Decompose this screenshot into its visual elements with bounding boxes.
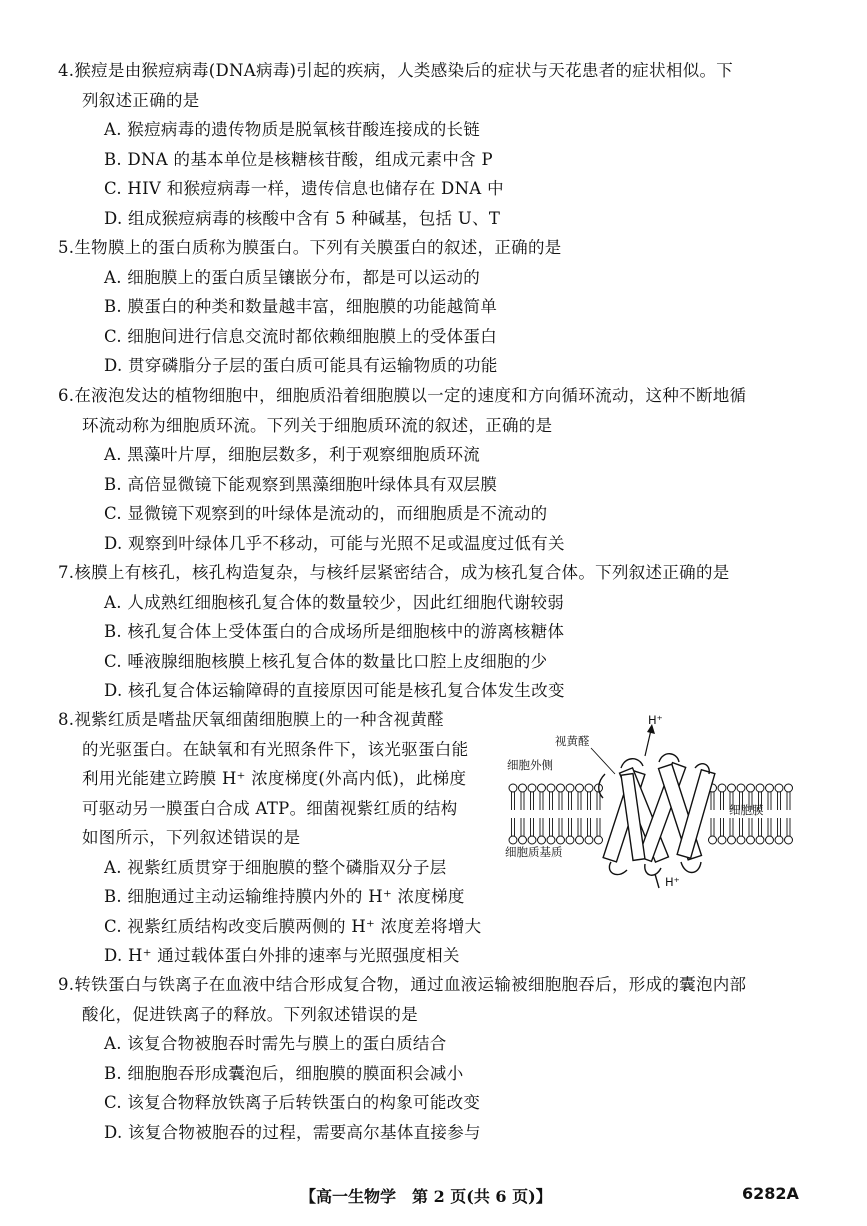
option-c: C. 显微镜下观察到的叶绿体是流动的，而细胞质是不流动的 <box>104 504 548 523</box>
phospholipid-head <box>538 836 546 844</box>
phospholipid-head <box>519 784 527 792</box>
paper-code: 6282A <box>742 1184 799 1203</box>
phospholipid-head <box>766 836 774 844</box>
stem-line: 6.在液泡发达的植物细胞中，细胞质沿着细胞膜以一定的速度和方向循环流动，这种不断地循 <box>58 386 747 405</box>
label-membrane: 细胞膜 <box>729 803 764 817</box>
phospholipid-head <box>737 836 745 844</box>
stem-line: 8.视紫红质是嗜盐厌氧细菌细胞膜上的一种含视黄醛 <box>58 710 444 729</box>
option-c: C. 唾液腺细胞核膜上核孔复合体的数量比口腔上皮细胞的少 <box>104 651 548 671</box>
option-d: D. H⁺ 通过载体蛋白外排的速率与光照强度相关 <box>104 946 460 965</box>
option-b: B. 核孔复合体上受体蛋白的合成场所是细胞核中的游离核糖体 <box>104 622 565 641</box>
phospholipid-head <box>547 836 555 844</box>
option-c: C. 细胞间进行信息交流时都依赖细胞膜上的受体蛋白 <box>104 326 498 346</box>
question-stem: 7.核膜上有核孔，核孔构造复杂，与核纤层紧密结合，成为核孔复合体。下列叙述正确的是 <box>58 563 730 582</box>
question-stem <box>58 970 818 1029</box>
option-b: B. 细胞胞吞形成囊泡后，细胞膜的膜面积会减小 <box>104 1063 464 1083</box>
phospholipid-head <box>566 836 574 844</box>
option-a: A. 人成熟红细胞核孔复合体的数量较少，因此红细胞代谢较弱 <box>104 592 565 612</box>
phospholipid-head <box>709 836 717 844</box>
question-9 <box>58 970 818 1147</box>
option-c: C. HIV 和猴痘病毒一样，遗传信息也储存在 DNA 中 <box>104 179 504 198</box>
label-h-top: H⁺ <box>648 713 663 727</box>
phospholipid-head <box>585 784 593 792</box>
phospholipid-head <box>718 836 726 844</box>
phospholipid-head <box>509 836 517 844</box>
stem-line: 可驱动另一膜蛋白合成 ATP。细菌视紫红质的结构 <box>82 798 458 818</box>
stem-line: 如图所示，下列叙述错误的是 <box>82 828 301 847</box>
phospholipid-head <box>785 784 793 792</box>
label-retinal: 视黄醛 <box>555 734 590 748</box>
phospholipid-head <box>756 784 764 792</box>
stem-line: 4.猴痘是由猴痘病毒(DNA病毒)引起的疾病，人类感染后的症状与天花患者的症状相似。下 <box>58 61 734 80</box>
phospholipid-head <box>528 784 536 792</box>
question-7 <box>58 558 818 706</box>
stem-line: 环流动称为细胞质环流。下列关于细胞质环流的叙述，正确的是 <box>82 415 553 435</box>
label-outside: 细胞外侧 <box>507 758 553 772</box>
leader-line <box>591 748 615 774</box>
phospholipid-head <box>747 836 755 844</box>
phospholipid-head <box>576 784 584 792</box>
stem-line: 列叙述正确的是 <box>82 90 200 110</box>
question-stem <box>58 381 818 440</box>
option-d: D. 组成猴痘病毒的核酸中含有 5 种碱基，包括 U、T <box>104 208 501 228</box>
phospholipid-head <box>728 784 736 792</box>
phospholipid-head <box>766 784 774 792</box>
bacteriorhodopsin-diagram <box>505 712 795 892</box>
option-b: B. 细胞通过主动运输维持膜内外的 H⁺ 浓度梯度 <box>104 887 465 906</box>
question-stem <box>58 56 818 115</box>
phospholipid-head <box>576 836 584 844</box>
phospholipid-head <box>728 836 736 844</box>
stem-line: 利用光能建立跨膜 H⁺ 浓度梯度(外高内低)，此梯度 <box>82 769 467 788</box>
phospholipid-head <box>718 784 726 792</box>
page-footer: 【高一生物学 第 2 页(共 6 页)】 <box>300 1187 552 1206</box>
question-6 <box>58 381 818 558</box>
option-d: D. 观察到叶绿体几乎不移动，可能与光照不足或温度过低有关 <box>104 533 565 553</box>
phospholipid-head <box>747 784 755 792</box>
phospholipid-head <box>775 784 783 792</box>
label-matrix: 细胞质基质 <box>505 845 563 859</box>
stem-line: 9.转铁蛋白与铁离子在血液中结合形成复合物，通过血液运输被细胞胞吞后，形成的囊泡内部 <box>58 975 747 994</box>
phospholipid-head <box>756 836 764 844</box>
question-4 <box>58 56 818 233</box>
question-5 <box>58 233 818 381</box>
phospholipid-head <box>737 784 745 792</box>
phospholipid-head <box>595 836 603 844</box>
phospholipid-head <box>585 836 593 844</box>
stem-line: 的光驱蛋白。在缺氧和有光照条件下，该光驱蛋白能 <box>82 739 469 759</box>
option-b: B. DNA 的基本单位是核糖核苷酸，组成元素中含 P <box>104 149 493 169</box>
phospholipid-head <box>519 836 527 844</box>
option-a: A. 视紫红质贯穿于细胞膜的整个磷脂双分子层 <box>104 857 447 877</box>
option-a: A. 该复合物被胞吞时需先与膜上的蛋白质结合 <box>104 1034 447 1053</box>
option-a: A. 细胞膜上的蛋白质呈镶嵌分布，都是可以运动的 <box>104 267 481 287</box>
option-c: C. 该复合物释放铁离子后转铁蛋白的构象可能改变 <box>104 1093 481 1112</box>
phospholipid-head <box>785 836 793 844</box>
option-d: D. 贯穿磷脂分子层的蛋白质可能具有运输物质的功能 <box>104 356 498 375</box>
phospholipid-head <box>547 784 555 792</box>
option-d: D. 该复合物被胞吞的过程，需要高尔基体直接参与 <box>104 1122 481 1142</box>
option-d: D. 核孔复合体运输障碍的直接原因可能是核孔复合体发生改变 <box>104 681 565 700</box>
question-stem <box>58 705 518 853</box>
option-b: B. 膜蛋白的种类和数量越丰富，细胞膜的功能越简单 <box>104 297 498 316</box>
phospholipid-head <box>538 784 546 792</box>
phospholipid-head <box>775 836 783 844</box>
option-b: B. 高倍显微镜下能观察到黑藻细胞叶绿体具有双层膜 <box>104 474 498 494</box>
protein-helices <box>599 754 715 888</box>
stem-line: 酸化，促进铁离子的释放。下列叙述错误的是 <box>82 1004 418 1024</box>
question-stem: 5.生物膜上的蛋白质称为膜蛋白。下列有关膜蛋白的叙述，正确的是 <box>58 238 562 257</box>
option-a: A. 猴痘病毒的遗传物质是脱氧核苷酸连接成的长链 <box>104 120 481 139</box>
option-c: C. 视紫红质结构改变后膜两侧的 H⁺ 浓度差将增大 <box>104 916 482 936</box>
phospholipid-head <box>509 784 517 792</box>
phospholipid-head <box>557 784 565 792</box>
phospholipid-head <box>566 784 574 792</box>
phospholipid-head <box>557 836 565 844</box>
label-h-bottom: H⁺ <box>665 875 680 889</box>
option-a: A. 黑藻叶片厚，细胞层数多，利于观察细胞质环流 <box>104 445 481 464</box>
phospholipid-head <box>528 836 536 844</box>
proton-arrow <box>645 730 651 756</box>
